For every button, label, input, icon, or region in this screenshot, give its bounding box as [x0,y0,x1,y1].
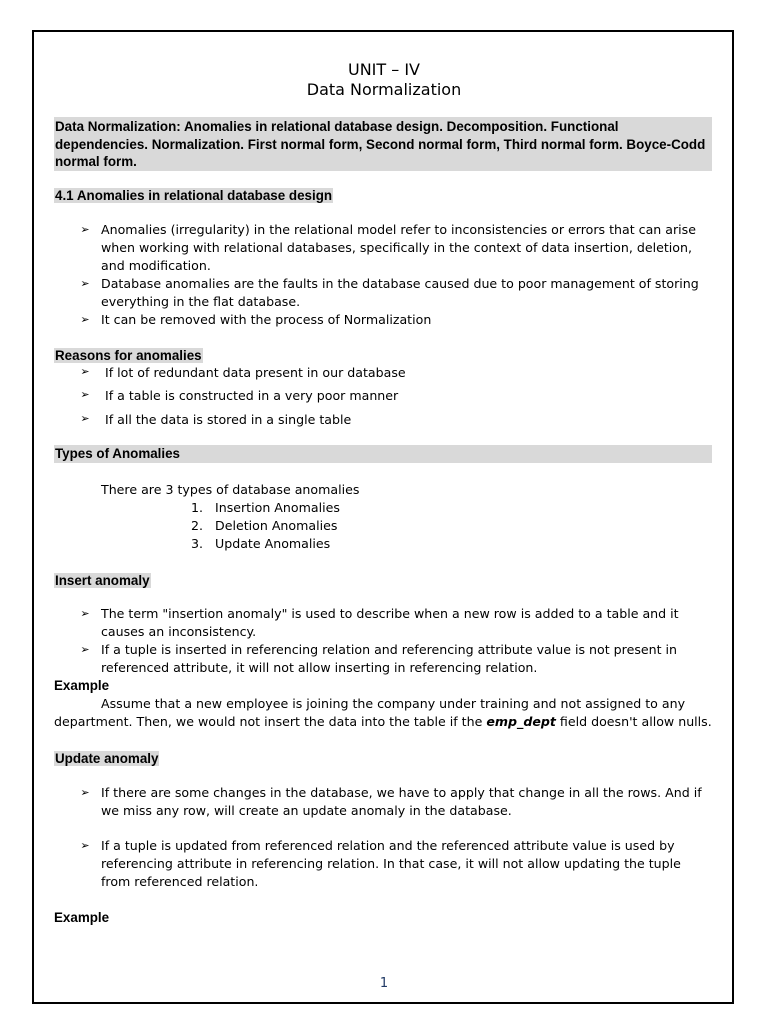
syllabus-line: Data Normalization: Anomalies in relational database design. Decomposition. Functional [55,119,619,134]
bullet-arrow-icon: ➢ [80,607,90,620]
bullet-arrow-icon: ➢ [80,223,90,236]
list-number: 1. [191,500,204,515]
bullet-arrow-icon: ➢ [80,313,90,326]
bullet-text: everything in the flat database. [101,294,301,309]
example-text-part: field doesn't allow nulls. [555,714,712,729]
list-item: Deletion Anomalies [215,518,338,533]
bullet-text: If a table is constructed in a very poor manner [105,388,399,403]
bullet-arrow-icon: ➢ [80,277,90,290]
bullet-text: when working with relational databases, specifically in the context of data insertion, deletion, [101,240,692,255]
page-number: 1 [379,976,389,991]
bullet-text: we miss any row, will create an update anomaly in the database. [101,803,512,818]
bullet-text: referenced attribute, it will not allow inserting in referencing relation. [101,660,538,675]
bullet-text: Anomalies (irregularity) in the relational model refer to inconsistencies or errors that can arise [101,222,696,237]
bullet-text: If a tuple is updated from referenced relation and the referenced attribute value is used by [101,838,675,853]
example-text-part: department. Then, we would not insert the data into the table if the [54,714,487,729]
example-label: Example [54,910,110,925]
section-heading-update [54,748,159,768]
types-intro: There are 3 types of database anomalies [101,482,360,497]
bullet-arrow-icon: ➢ [80,643,90,656]
unit-title: UNIT – IV [347,60,420,79]
bullet-arrow-icon: ➢ [80,365,90,378]
bullet-text: If there are some changes in the database, we have to apply that change in all the rows. And if [101,785,702,800]
bullet-text: If lot of redundant data present in our database [105,365,406,380]
example-text [54,713,712,731]
bullet-text: causes an inconsistency. [101,624,257,639]
syllabus-line: normal form. [55,154,137,170]
bullet-text: referencing attribute in referencing relation. In that case, it will not allow updating the tuple [101,856,681,871]
field-name: emp_dept [486,714,556,729]
section-heading-anomalies [54,185,333,205]
bullet-text: Database anomalies are the faults in the database caused due to poor management of storing [101,276,699,291]
section-heading-reasons [54,345,203,365]
bullet-arrow-icon: ➢ [80,388,90,401]
bullet-arrow-icon: ➢ [80,786,90,799]
page-title: Data Normalization [306,80,462,99]
list-item: Update Anomalies [215,536,331,551]
bullet-text: If all the data is stored in a single table [105,412,352,427]
example-label: Example [54,678,110,693]
bullet-text: The term "insertion anomaly" is used to describe when a new row is added to a table and it [101,606,679,621]
bullet-arrow-icon: ➢ [80,412,90,425]
list-number: 2. [191,518,204,533]
list-item: Insertion Anomalies [215,500,340,515]
bullet-text: from referenced relation. [101,874,259,889]
section-heading-text: Insert anomaly [55,573,150,588]
list-number: 3. [191,536,204,551]
section-heading-insert [54,570,151,590]
section-heading-text: Update anomaly [55,751,159,766]
section-heading-text: Reasons for anomalies [55,348,202,363]
bullet-arrow-icon: ➢ [80,839,90,852]
example-text: Assume that a new employee is joining the company under training and not assigned to any [101,696,686,711]
syllabus-line: dependencies. Normalization. First normal form, Second normal form, Third normal form. Boyce-Codd [55,136,706,152]
section-heading-types: Types of Anomalies [54,445,712,463]
section-heading-text: 4.1 Anomalies in relational database design [55,188,333,203]
bullet-text: and modification. [101,258,211,273]
syllabus-box [54,117,712,171]
bullet-text: If a tuple is inserted in referencing relation and referencing attribute value is not present in [101,642,678,657]
bullet-text: It can be removed with the process of Normalization [101,312,432,327]
